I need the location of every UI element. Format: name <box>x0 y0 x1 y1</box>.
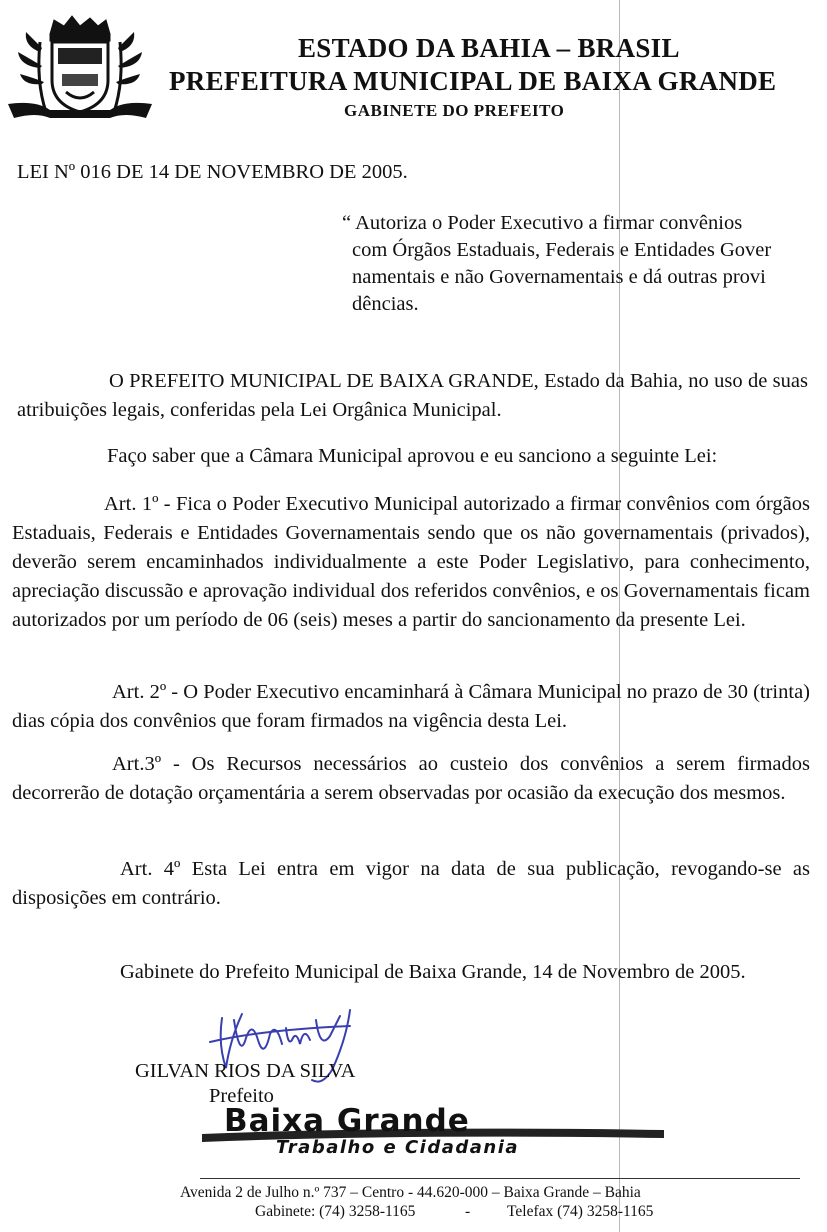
header-state: ESTADO DA BAHIA – BRASIL <box>298 33 680 63</box>
summary-line: namentais e não Governamentais e dá outras provi <box>352 266 766 288</box>
law-summary <box>342 210 771 318</box>
footer-divider <box>200 1178 800 1179</box>
signer-role: Prefeito <box>209 1085 274 1107</box>
summary-line: com Órgãos Estaduais, Federais e Entidades Gover <box>352 239 772 261</box>
footer-phone: Gabinete: (74) 3258-1165 <box>255 1203 416 1220</box>
enactment: Faço saber que a Câmara Municipal aprovou e eu sanciono a seguinte Lei: <box>107 445 718 467</box>
logo-name: Baixa Grande <box>224 1103 470 1139</box>
footer-fax: Telefax (74) 3258-1165 <box>507 1203 654 1220</box>
logo-slogan: Trabalho e Cidadania <box>276 1137 520 1158</box>
article-1: Art. 1º - Fica o Poder Executivo Municipal autorizado a firmar convênios com órgãos Estaduais, Federais e Entidades Governamentais sendo que os não governamentais (privados), deverão serem encaminhados individualmente a este Poder Legislativo, para conhecimento, apreciação discussão e aprovação individual dos referidos convênios, e os Governamentais ficam autorizados por um período de 06 (seis) meses a partir do sancionamento da presente Lei. <box>12 493 810 631</box>
footer-separator: - <box>465 1203 471 1220</box>
preamble: O PREFEITO MUNICIPAL DE BAIXA GRANDE, Estado da Bahia, no uso de suas atribuições legais, conferidas pela Lei Orgânica Municipal. <box>17 370 808 421</box>
signer-name: GILVAN RIOS DA SILVA <box>135 1060 356 1082</box>
article-2: Art. 2º - O Poder Executivo encaminhará à Câmara Municipal no prazo de 30 (trinta) dias cópia dos convênios que foram firmados na vigência desta Lei. <box>12 681 810 732</box>
header-municipality: PREFEITURA MUNICIPAL DE BAIXA GRANDE <box>169 66 777 96</box>
header-office: GABINETE DO PREFEITO <box>344 101 565 120</box>
summary-line: dências. <box>352 293 419 315</box>
article-4: Art. 4º Esta Lei entra em vigor na data de sua publicação, revogando-se as disposições em contrário. <box>12 858 810 909</box>
closing-line: Gabinete do Prefeito Municipal de Baixa Grande, 14 de Novembro de 2005. <box>120 961 746 983</box>
article-3: Art.3º - Os Recursos necessários ao custeio dos convênios a serem firmados decorrerão de dotação orçamentária a serem observadas por ocasião da execução dos mesmos. <box>12 753 810 804</box>
law-title: LEI Nº 016 DE 14 DE NOVEMBRO DE 2005. <box>17 161 408 183</box>
coat-of-arms-icon <box>6 12 154 122</box>
summary-line: “ Autoriza o Poder Executivo a firmar convênios <box>342 212 743 234</box>
footer-address: Avenida 2 de Julho n.º 737 – Centro - 44.620-000 – Baixa Grande – Bahia <box>180 1184 641 1201</box>
